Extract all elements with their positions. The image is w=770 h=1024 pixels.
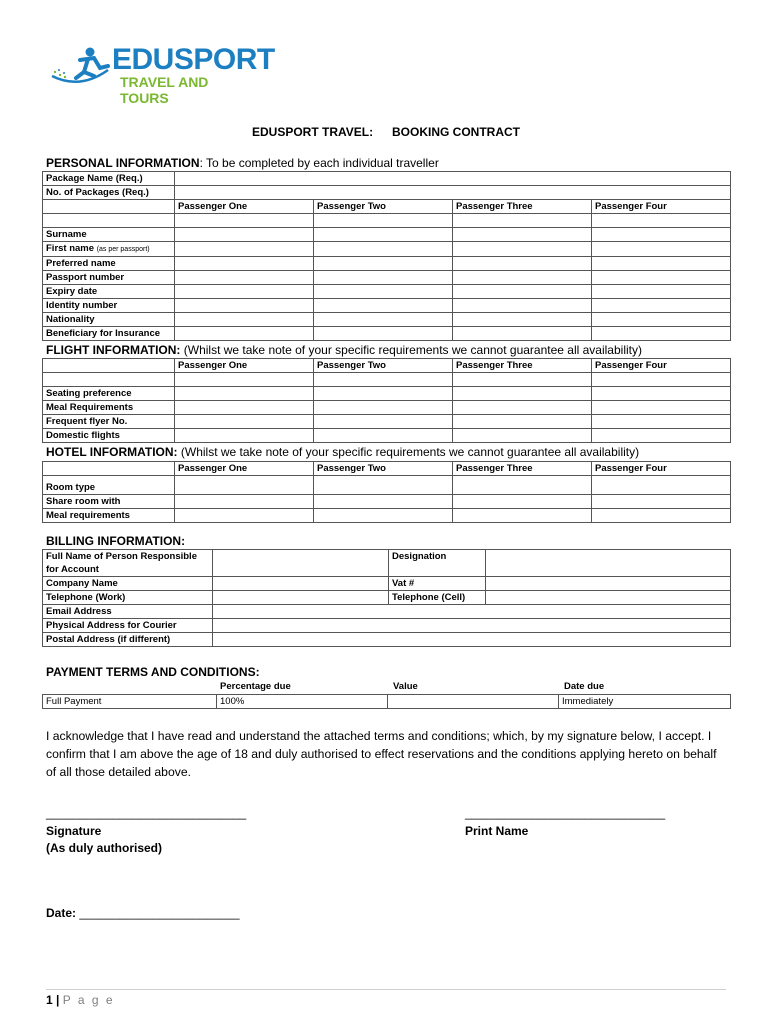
beneficiary-field-3[interactable] — [453, 327, 592, 341]
designation-label: Designation — [389, 550, 486, 577]
no-packages-label: No. of Packages (Req.) — [43, 186, 175, 200]
spacer-cell — [453, 373, 592, 387]
percentage-header: Percentage due — [220, 681, 291, 692]
date-row — [46, 905, 240, 922]
email-label: Email Address — [43, 605, 213, 619]
surname-field-4[interactable] — [592, 228, 731, 242]
acknowledgement-text: I acknowledge that I have read and understand the attached terms and conditions; which, by my signature below, I accept. I confirm that I am above the age of 18 and duly authorised to effect reservations and the conditions applying hereto on behalf of all those detailed above. — [46, 729, 717, 779]
frequent-flyer-field-2[interactable] — [314, 415, 453, 429]
meal-field-4[interactable] — [592, 401, 731, 415]
page-separator: | — [52, 993, 63, 1007]
meal-field-2[interactable] — [314, 401, 453, 415]
identity-number-field-2[interactable] — [314, 299, 453, 313]
tel-work-field[interactable] — [213, 591, 389, 605]
beneficiary-field-1[interactable] — [175, 327, 314, 341]
billing-heading: BILLING INFORMATION: — [46, 534, 186, 548]
passenger-header: Passenger One — [175, 200, 314, 214]
spacer-cell — [314, 373, 453, 387]
signature-label: Signature — [46, 824, 102, 838]
nationality-field-2[interactable] — [314, 313, 453, 327]
domestic-field-4[interactable] — [592, 429, 731, 443]
flight-heading — [46, 343, 642, 357]
spacer-cell — [453, 214, 592, 228]
passport-number-field-4[interactable] — [592, 271, 731, 285]
expiry-date-field-3[interactable] — [453, 285, 592, 299]
frequent-flyer-field-1[interactable] — [175, 415, 314, 429]
hotel-meal-field-3[interactable] — [453, 509, 592, 523]
share-room-field-4[interactable] — [592, 495, 731, 509]
title-left: EDUSPORT TRAVEL: — [252, 125, 374, 139]
hotel-heading — [46, 445, 639, 459]
first-name-note: (as per passport) — [96, 246, 150, 253]
preferred-name-field-3[interactable] — [453, 257, 592, 271]
nationality-field-4[interactable] — [592, 313, 731, 327]
room-type-field-1[interactable] — [175, 476, 314, 495]
share-room-field-2[interactable] — [314, 495, 453, 509]
hotel-meal-field-2[interactable] — [314, 509, 453, 523]
tel-cell-label: Telephone (Cell) — [389, 591, 486, 605]
spacer-cell — [175, 373, 314, 387]
physical-field[interactable] — [213, 619, 731, 633]
row-label-meal-requirements: Meal Requirements — [43, 401, 175, 415]
header-blank — [43, 462, 175, 476]
hotel-meal-field-1[interactable] — [175, 509, 314, 523]
vat-label: Vat # — [389, 577, 486, 591]
spacer-cell — [43, 373, 175, 387]
hotel-heading-bold: HOTEL INFORMATION: — [46, 445, 178, 459]
row-label-frequent-flyer: Frequent flyer No. — [43, 415, 175, 429]
row-label-nationality: Nationality — [43, 313, 175, 327]
beneficiary-field-4[interactable] — [592, 327, 731, 341]
flight-heading-rest: (Whilst we take note of your specific requirements we cannot guarantee all availability) — [180, 343, 642, 357]
hotel-info-table — [42, 461, 731, 523]
payment-value-field[interactable] — [388, 695, 559, 709]
passenger-header: Passenger Two — [314, 462, 453, 476]
meal-field-1[interactable] — [175, 401, 314, 415]
beneficiary-field-2[interactable] — [314, 327, 453, 341]
company-field[interactable] — [213, 577, 389, 591]
logo-wordmark: EDUSPORT — [112, 43, 275, 76]
print-name-line[interactable]: ______________________________ — [465, 806, 666, 820]
date-label: Date: — [46, 906, 80, 920]
frequent-flyer-field-3[interactable] — [453, 415, 592, 429]
passenger-header: Passenger Four — [592, 200, 731, 214]
row-label-domestic-flights: Domestic flights — [43, 429, 175, 443]
seating-field-1[interactable] — [175, 387, 314, 401]
payment-row-label: Full Payment — [43, 695, 217, 709]
row-label-preferred-name: Preferred name — [43, 257, 175, 271]
payment-heading: PAYMENT TERMS AND CONDITIONS: — [46, 665, 260, 679]
frequent-flyer-field-4[interactable] — [592, 415, 731, 429]
domestic-field-2[interactable] — [314, 429, 453, 443]
passenger-header: Passenger Two — [314, 200, 453, 214]
runner-icon — [50, 46, 112, 90]
company-label: Company Name — [43, 577, 213, 591]
row-label-room-type: Room type — [43, 476, 175, 495]
surname-field-2[interactable] — [314, 228, 453, 242]
spacer-cell — [175, 214, 314, 228]
header-blank — [43, 359, 175, 373]
spacer-cell — [43, 214, 175, 228]
share-room-field-1[interactable] — [175, 495, 314, 509]
preferred-name-field-4[interactable] — [592, 257, 731, 271]
spacer-cell — [592, 214, 731, 228]
designation-field[interactable] — [486, 550, 731, 577]
expiry-date-field-1[interactable] — [175, 285, 314, 299]
seating-field-2[interactable] — [314, 387, 453, 401]
personal-info-table — [42, 171, 731, 341]
row-label-share-room: Share room with — [43, 495, 175, 509]
row-label-first-name — [43, 242, 175, 257]
row-label-identity-number: Identity number — [43, 299, 175, 313]
personal-heading-rest: : To be completed by each individual traveller — [199, 156, 439, 170]
hotel-meal-field-4[interactable] — [592, 509, 731, 523]
page-word: P a g e — [62, 993, 115, 1007]
row-label-surname: Surname — [43, 228, 175, 242]
full-name-label-cont: for Account — [43, 563, 213, 577]
footer-divider — [46, 989, 726, 990]
no-packages-field[interactable] — [175, 186, 731, 200]
flight-heading-bold: FLIGHT INFORMATION: — [46, 343, 181, 357]
full-name-label: Full Name of Person Responsible — [43, 550, 213, 564]
spacer-cell — [314, 214, 453, 228]
date-line[interactable]: ________________________ — [79, 906, 240, 920]
passenger-header: Passenger Three — [453, 462, 592, 476]
identity-number-field-3[interactable] — [453, 299, 592, 313]
tel-cell-field[interactable] — [486, 591, 731, 605]
preferred-name-field-1[interactable] — [175, 257, 314, 271]
expiry-date-field-4[interactable] — [592, 285, 731, 299]
passenger-header: Passenger One — [175, 359, 314, 373]
passenger-header: Passenger Four — [592, 462, 731, 476]
postal-field[interactable] — [213, 633, 731, 647]
billing-table — [42, 549, 731, 647]
passport-number-field-2[interactable] — [314, 271, 453, 285]
passenger-header: Passenger Three — [453, 359, 592, 373]
passenger-header: Passenger Three — [453, 200, 592, 214]
physical-label: Physical Address for Courier — [43, 619, 213, 633]
seating-field-3[interactable] — [453, 387, 592, 401]
nationality-field-1[interactable] — [175, 313, 314, 327]
print-name-label: Print Name — [465, 824, 529, 838]
seating-field-4[interactable] — [592, 387, 731, 401]
identity-number-field-4[interactable] — [592, 299, 731, 313]
surname-field-1[interactable] — [175, 228, 314, 242]
tel-work-label: Telephone (Work) — [43, 591, 213, 605]
nationality-field-3[interactable] — [453, 313, 592, 327]
row-label-hotel-meal: Meal requirements — [43, 509, 175, 523]
domestic-field-1[interactable] — [175, 429, 314, 443]
page-number: 1 — [46, 993, 53, 1007]
personal-heading — [46, 156, 439, 170]
header-blank — [43, 200, 175, 214]
passport-number-field-1[interactable] — [175, 271, 314, 285]
value-header: Value — [393, 681, 418, 692]
email-field[interactable] — [213, 605, 731, 619]
row-label-beneficiary: Beneficiary for Insurance — [43, 327, 175, 341]
room-type-field-3[interactable] — [453, 476, 592, 495]
postal-label: Postal Address (if different) — [43, 633, 213, 647]
row-label-seating: Seating preference — [43, 387, 175, 401]
share-room-field-3[interactable] — [453, 495, 592, 509]
meal-field-3[interactable] — [453, 401, 592, 415]
first-name-field-2[interactable] — [314, 242, 453, 257]
flight-info-table — [42, 358, 731, 443]
date-due-header: Date due — [564, 681, 605, 692]
signature-line[interactable]: ______________________________ — [46, 806, 247, 820]
full-name-field[interactable] — [213, 550, 389, 577]
payment-date-due: Immediately — [559, 695, 731, 709]
first-name-field-1[interactable] — [175, 242, 314, 257]
preferred-name-field-2[interactable] — [314, 257, 453, 271]
room-type-field-2[interactable] — [314, 476, 453, 495]
passport-number-field-3[interactable] — [453, 271, 592, 285]
signature-sublabel: (As duly authorised) — [46, 841, 163, 855]
identity-number-field-1[interactable] — [175, 299, 314, 313]
passenger-header: Passenger Two — [314, 359, 453, 373]
package-name-field[interactable] — [175, 172, 731, 186]
title-right: BOOKING CONTRACT — [392, 125, 520, 139]
spacer-cell — [592, 373, 731, 387]
passenger-header: Passenger Four — [592, 359, 731, 373]
payment-table — [42, 694, 731, 709]
first-name-field-3[interactable] — [453, 242, 592, 257]
row-label-expiry-date: Expiry date — [43, 285, 175, 299]
payment-percentage: 100% — [217, 695, 388, 709]
domestic-field-3[interactable] — [453, 429, 592, 443]
row-label-passport-number: Passport number — [43, 271, 175, 285]
page-footer — [46, 993, 115, 1007]
personal-heading-bold: PERSONAL INFORMATION — [46, 156, 200, 170]
first-name-text: First name — [46, 243, 95, 254]
package-name-label: Package Name (Req.) — [43, 172, 175, 186]
logo-tagline: TRAVEL AND TOURS — [120, 74, 209, 106]
room-type-field-4[interactable] — [592, 476, 731, 495]
hotel-heading-rest: (Whilst we take note of your specific requirements we cannot guarantee all availability) — [177, 445, 640, 459]
vat-field[interactable] — [486, 577, 731, 591]
first-name-field-4[interactable] — [592, 242, 731, 257]
passenger-header: Passenger One — [175, 462, 314, 476]
expiry-date-field-2[interactable] — [314, 285, 453, 299]
surname-field-3[interactable] — [453, 228, 592, 242]
edusport-logo — [50, 43, 275, 106]
